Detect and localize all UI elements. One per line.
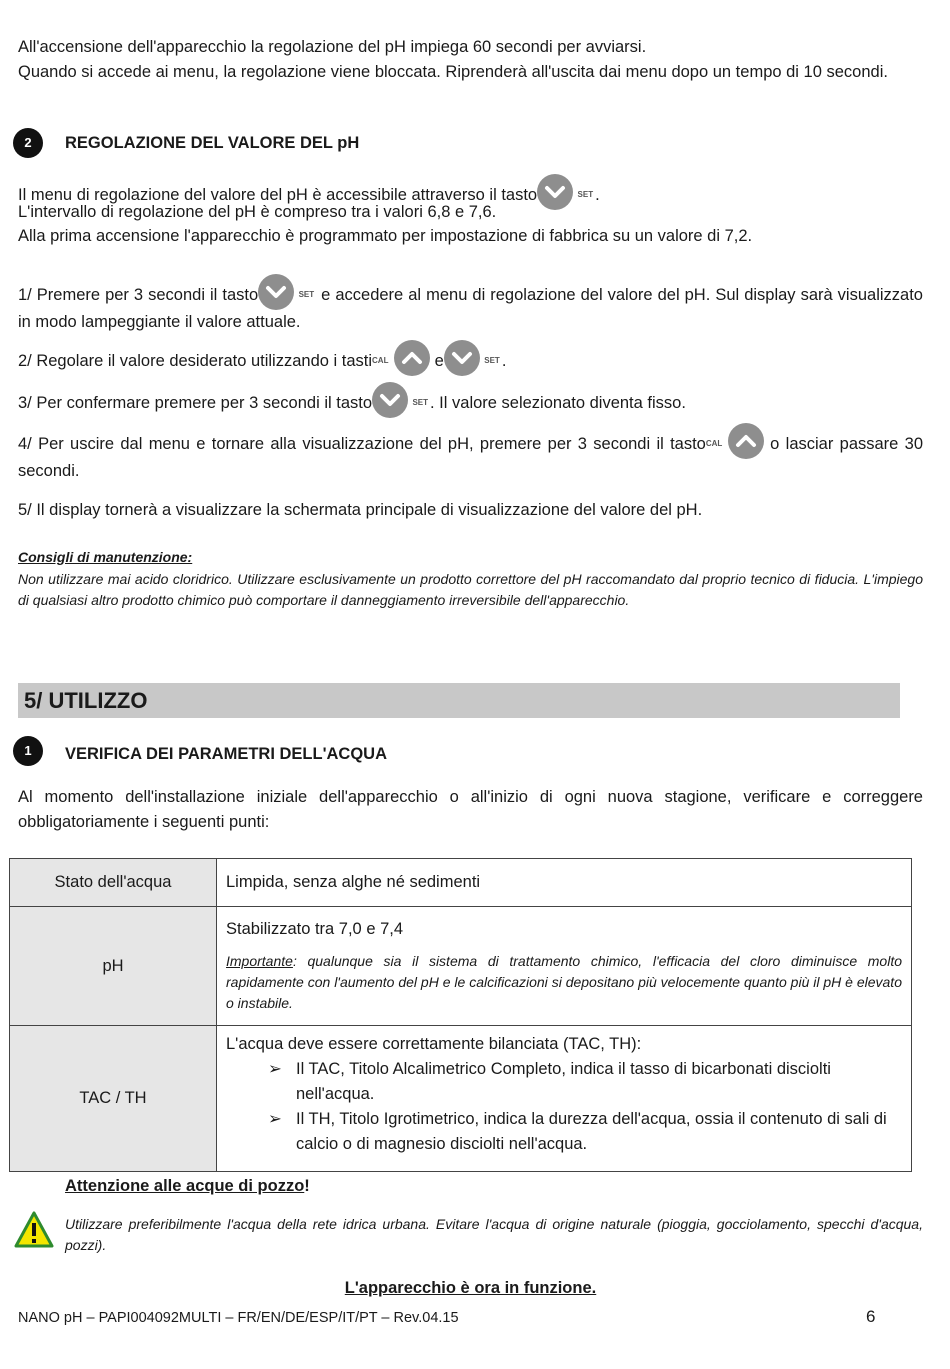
step-1: 1/ Premere per 3 secondi il tasto SET e accedere al menu di regolazione del valore del pH. Sul display sarà visualizzato in modo lampeggiante il valore attuale. bbox=[18, 274, 923, 335]
page-number: 6 bbox=[866, 1307, 876, 1326]
subsection-number-badge: 1 bbox=[13, 736, 43, 766]
paragraph-range: L'intervallo di regolazione del pH è compreso tra i valori 6,8 e 7,6. bbox=[18, 203, 497, 221]
table-row bbox=[10, 859, 912, 907]
table-cell-label: Stato dell'acqua bbox=[10, 859, 217, 907]
warning-text: Utilizzare preferibilmente l'acqua della rete idrica urbana. Evitare l'acqua di origine naturale (pioggia, gocciolamento, specchi d'acqua, pozzi). bbox=[65, 1216, 923, 1253]
warning-title: Attenzione alle acque di pozzo! bbox=[65, 1177, 310, 1195]
parameters-table bbox=[9, 858, 912, 1172]
table-cell-value bbox=[217, 1026, 912, 1172]
cal-button-icon: CAL bbox=[706, 423, 764, 459]
cal-button-icon: CAL bbox=[372, 340, 430, 376]
table-row bbox=[10, 907, 912, 1026]
table-cell-value bbox=[217, 907, 912, 1026]
subsection-title: VERIFICA DEI PARAMETRI DELL'ACQUA bbox=[65, 745, 388, 763]
footer-text: NANO pH – PAPI004092MULTI – FR/EN/DE/ESP/IT/PT – Rev.04.15 bbox=[18, 1310, 459, 1326]
step-4: 4/ Per uscire dal menu e tornare alla visualizzazione del pH, premere per 3 secondi il tasto CAL o lasciar passare 30 secondi. bbox=[18, 423, 923, 484]
table-row bbox=[10, 1026, 912, 1172]
parameters-intro: Al momento dell'installazione iniziale dell'apparecchio o all'inizio di ogni nuova stagione, verificare e correggere obbligatoriamente i seguenti punti: bbox=[18, 788, 923, 831]
step-3: 3/ Per confermare premere per 3 secondi il tasto SET . Il valore selezionato diventa fisso. bbox=[18, 382, 923, 418]
arrow-bullet-icon: ➢ bbox=[268, 1110, 282, 1128]
table-cell-label: pH bbox=[10, 907, 217, 1026]
paragraph-factory: Alla prima accensione l'apparecchio è programmato per impostazione di fabbrica su un valore di 7,2. bbox=[18, 227, 753, 245]
step-2: 2/ Regolare il valore desiderato utilizzando i tasti CAL e SET . bbox=[18, 340, 923, 376]
ph-range-text: Stabilizzato tra 7,0 e 7,4 bbox=[226, 919, 404, 938]
section-number-badge: 2 bbox=[13, 128, 43, 158]
step-5: 5/ Il display tornerà a visualizzare la schermata principale di visualizzazione del valore del pH. bbox=[18, 501, 703, 519]
tac-th-list bbox=[226, 1057, 902, 1157]
set-button-icon: SET bbox=[372, 382, 430, 418]
arrow-bullet-icon: ➢ bbox=[268, 1060, 282, 1078]
closing-statement: L'apparecchio è ora in funzione. bbox=[344, 1279, 597, 1297]
intro-line-1: All'accensione dell'apparecchio la regolazione del pH impiega 60 secondi per avviarsi. bbox=[18, 38, 647, 56]
set-button-icon: SET bbox=[444, 340, 502, 376]
set-button-icon: SET bbox=[537, 174, 595, 210]
ph-important-note: Importante: qualunque sia il sistema di trattamento chimico, l'efficacia del cloro diminuisce molto rapidamente con l'aumento del pH e le calcificazioni si depositano più velocemente quanto più il pH è elevato o instabile. bbox=[226, 952, 902, 1011]
list-item: ➢ Il TH, Titolo Igrotimetrico, indica la durezza dell'acqua, ossia il contenuto di sali di calcio o di magnesio disciolti nell'acqua. bbox=[226, 1107, 902, 1157]
list-item: ➢ Il TAC, Titolo Alcalimetrico Completo, indica il tasso di bicarbonati disciolti nell'acqua. bbox=[226, 1057, 902, 1107]
maintenance-title: Consigli di manutenzione: bbox=[18, 549, 193, 565]
set-button-icon: SET bbox=[258, 274, 316, 310]
intro-line-2: Quando si accede ai menu, la regolazione viene bloccata. Riprenderà all'uscita dai menu dopo un tempo di 10 secondi. bbox=[18, 63, 888, 81]
warning-icon bbox=[14, 1211, 54, 1249]
section-title: REGOLAZIONE DEL VALORE DEL pH bbox=[65, 134, 360, 152]
section-heading-bar: 5/ UTILIZZO bbox=[18, 683, 900, 718]
maintenance-text: Non utilizzare mai acido cloridrico. Utilizzare esclusivamente un prodotto correttore del pH raccomandato dal proprio tecnico di fiducia. L'impiego di qualsiasi altro prodotto chimico può comportare il danneggiamento irreversibile dell'apparecchio. bbox=[18, 571, 923, 608]
paragraph-set-access: Il menu di regolazione del valore del pH è accessibile attraverso il tasto SET . bbox=[18, 174, 923, 210]
table-cell-value: Limpida, senza alghe né sedimenti bbox=[217, 859, 912, 907]
table-cell-label: TAC / TH bbox=[10, 1026, 217, 1172]
tac-th-intro: L'acqua deve essere correttamente bilanciata (TAC, TH): bbox=[226, 1035, 642, 1053]
